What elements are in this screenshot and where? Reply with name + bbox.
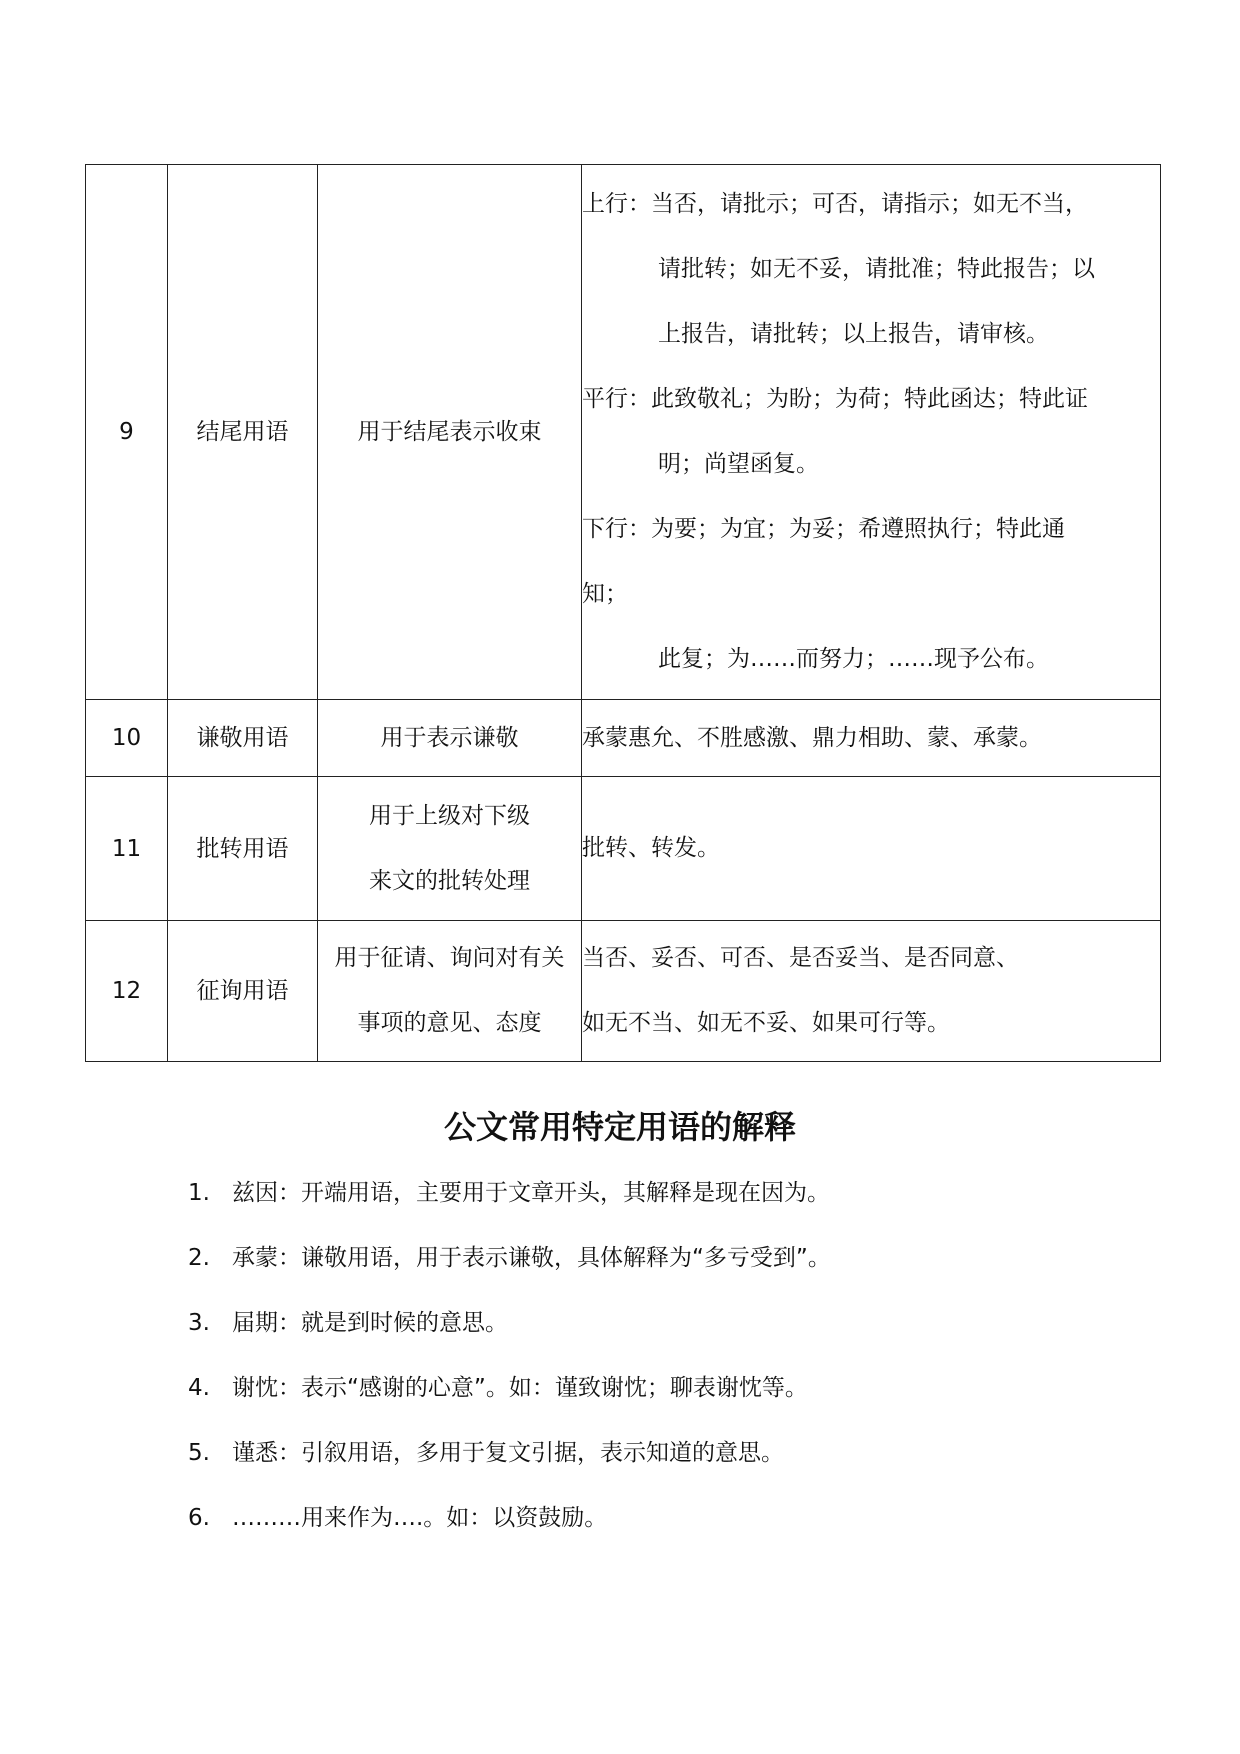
list-item <box>188 1290 831 1355</box>
definition-text: 谨悉：引叙用语，多用于复文引据，表示知道的意思。 <box>232 1439 784 1466</box>
term-usage <box>318 777 582 921</box>
definition-text: 届期：就是到时候的意思。 <box>232 1309 508 1336</box>
usage-line: 来文的批转处理 <box>369 867 530 894</box>
list-item <box>188 1160 831 1225</box>
example-line: 上报告，请批转；以上报告，请审核。 <box>658 321 1049 347</box>
example-line: 如无不当、如无不妥、如果可行等。 <box>582 1010 950 1036</box>
example-line: 请批转；如无不妥，请批准；特此报告；以 <box>658 256 1095 282</box>
example-line: 上行：当否，请批示；可否，请指示；如无不当， <box>582 191 1088 217</box>
example-line: 下行：为要；为宜；为妥；希遵照执行；特此通 <box>582 516 1065 542</box>
usage-line: 用于征请、询问对有关 <box>334 945 565 971</box>
list-item <box>188 1225 831 1290</box>
row-number: 11 <box>86 777 168 921</box>
definition-text: ………用来作为….。如：以资鼓励。 <box>232 1504 608 1531</box>
definition-text: 兹因：开端用语，主要用于文章开头，其解释是现在因为。 <box>232 1179 830 1206</box>
term-category: 批转用语 <box>168 777 318 921</box>
example-line: 批转、转发。 <box>582 835 720 861</box>
usage-line: 用于表示谦敬 <box>380 724 519 751</box>
term-examples <box>582 777 1161 921</box>
example-line: 当否、妥否、可否、是否妥当、是否同意、 <box>582 945 1019 971</box>
term-usage <box>318 921 582 1062</box>
definition-text: 谢忱：表示“感谢的心意”。如：谨致谢忱；聊表谢忱等。 <box>232 1374 808 1401</box>
term-category: 结尾用语 <box>168 165 318 700</box>
definitions-list <box>188 1160 831 1550</box>
usage-line: 用于结尾表示收束 <box>357 418 542 445</box>
usage-line: 事项的意见、态度 <box>357 1010 542 1036</box>
row-number: 12 <box>86 921 168 1062</box>
terms-table <box>85 164 1161 1062</box>
table-row <box>86 777 1161 921</box>
section-title: 公文常用特定用语的解释 <box>443 1108 796 1146</box>
example-line: 明；尚望函复。 <box>658 451 819 477</box>
usage-line: 用于上级对下级 <box>369 802 530 829</box>
term-examples <box>582 165 1161 700</box>
term-usage <box>318 165 582 700</box>
term-category: 征询用语 <box>168 921 318 1062</box>
list-item <box>188 1355 831 1420</box>
example-line: 承蒙惠允、不胜感激、鼎力相助、蒙、承蒙。 <box>582 724 1042 751</box>
definition-text: 承蒙：谦敬用语，用于表示谦敬，具体解释为“多亏受到”。 <box>232 1244 831 1271</box>
row-number: 10 <box>86 700 168 777</box>
list-item <box>188 1485 831 1550</box>
list-number: 6. <box>188 1504 210 1531</box>
list-number: 2. <box>188 1244 210 1271</box>
term-examples <box>582 921 1161 1062</box>
term-usage <box>318 700 582 777</box>
example-line: 平行：此致敬礼；为盼；为荷；特此函达；特此证 <box>582 386 1088 412</box>
list-number: 5. <box>188 1439 210 1466</box>
list-item <box>188 1420 831 1485</box>
table-row <box>86 921 1161 1062</box>
term-category: 谦敬用语 <box>168 700 318 777</box>
example-line: 此复；为……而努力；……现予公布。 <box>658 646 1049 672</box>
table-row <box>86 700 1161 777</box>
example-line: 知； <box>582 581 628 607</box>
list-number: 4. <box>188 1374 210 1401</box>
list-number: 3. <box>188 1309 210 1336</box>
list-number: 1. <box>188 1179 210 1206</box>
row-number: 9 <box>86 165 168 700</box>
term-examples <box>582 700 1161 777</box>
table-row <box>86 165 1161 700</box>
